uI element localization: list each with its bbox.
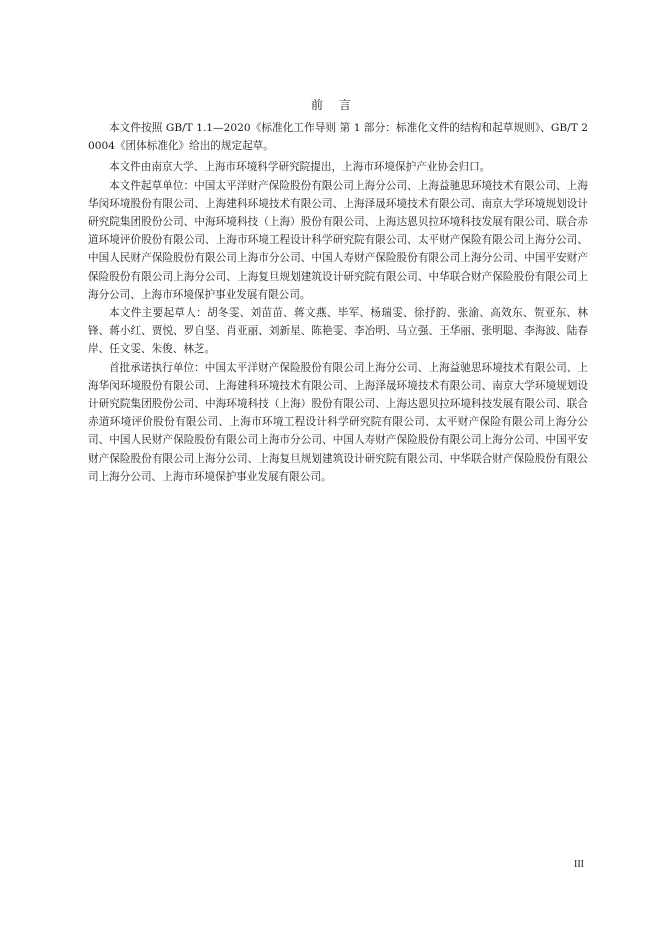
paragraph-first-adopters: 首批承诺执行单位：中国太平洋财产保险股份有限公司上海分公司、上海益驰思环境技术有限公司、上海华闵环境股份有限公司、上海建科环境技术有限公司、上海泽晟环境技术有限公司、南京大学环境规划设计研究院集团股份公司、中海环境科技（上海）股份有限公司、上海达恩贝拉环境科技发展有限公司、联合赤道环境评价股份有限公司、上海市环境工程设计科学研究院有限公司、太平财产保险有限公司上海分公司、中国人民财产保险股份有限公司上海市分公司、中国人寿财产保险股份有限公司上海分公司、中国平安财产保险股份有限公司上海分公司、上海复旦规划建筑设计研究院有限公司、中华联合财产保险股份有限公司上海分公司、上海市环境保护事业发展有限公司。 (88, 361, 588, 483)
paragraph-drafters: 本文件主要起草人：胡冬雯、刘苗苗、蒋文燕、毕军、杨瑞雯、徐抒韵、张渝、高效东、贺亚东、林锋、蒋小红、贾悦、罗自坚、肖亚丽、刘新星、陈艳雯、李冶明、马立强、王华丽、张明聪、李海波、陆春岸、任文雯、朱俊、林芝。 (88, 307, 588, 356)
paragraph-drafting-rules: 本文件按照 GB/T 1.1—2020《标准化工作导则 第 1 部分：标准化文件的结构和起草规则》、GB/T 20004《团体标准化》给出的规定起草。 (88, 122, 588, 153)
paragraph-proposer: 本文件由南京大学、上海市环境科学研究院提出，上海市环境保护产业协会归口。 (109, 161, 491, 174)
document-body (88, 119, 588, 486)
page-title: 前言 (310, 98, 367, 112)
paragraph-drafting-units: 本文件起草单位：中国太平洋财产保险股份有限公司上海分公司、上海益驰思环境技术有限公司、上海华闵环境股份有限公司、上海建科环境技术有限公司、上海泽晟环境技术有限公司、南京大学环境规划设计研究院集团股份公司、中海环境科技（上海）股份有限公司、上海达恩贝拉环境科技发展有限公司、联合赤道环境评价股份有限公司、上海市环境工程设计科学研究院有限公司、太平财产保险有限公司上海分公司、中国人民财产保险股份有限公司上海市分公司、中国人寿财产保险股份有限公司上海分公司、中国平安财产保险股份有限公司上海分公司、上海复旦规划建筑设计研究院有限公司、中华联合财产保险股份有限公司上海分公司、上海市环境保护事业发展有限公司。 (88, 179, 588, 301)
page-number: III (574, 859, 584, 870)
